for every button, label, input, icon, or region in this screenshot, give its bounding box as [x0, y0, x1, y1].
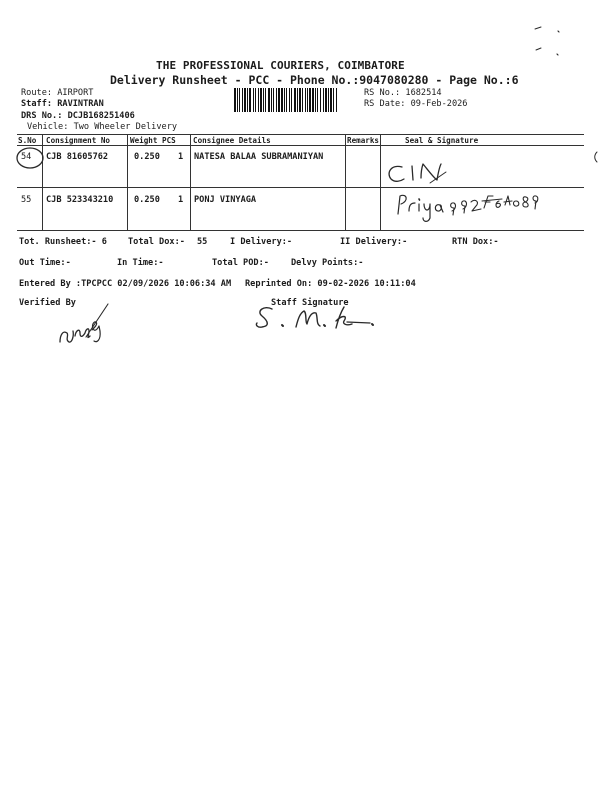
route-info: Route: AIRPORT — [21, 88, 94, 98]
row-weight: 0.250 — [134, 195, 160, 205]
ii-delivery: II Delivery:- — [340, 237, 408, 247]
i-delivery: I Delivery:- — [230, 237, 293, 247]
drs-number: DRS No.: DCJB168251406 — [21, 111, 135, 121]
row-consignment-no: CJB 81605762 — [46, 152, 109, 162]
row-pcs: 1 — [178, 195, 184, 205]
reprinted-on: Reprinted On: 09-02-2026 10:11:04 — [245, 279, 416, 289]
out-time: Out Time:- — [19, 258, 71, 268]
header-weight-pcs: Weight PCS — [130, 136, 176, 145]
rs-date: RS Date: 09-Feb-2026 — [364, 99, 468, 109]
company-title: THE PROFESSIONAL COURIERS, COIMBATORE — [156, 59, 405, 72]
entered-by: Entered By :TPCPCC 02/09/2026 10:06:34 AM — [19, 279, 232, 289]
total-pod: Total POD:- — [212, 258, 269, 268]
vehicle-info: Vehicle: Two Wheeler Delivery — [27, 122, 178, 132]
staff-info: Staff: RAVINTRAN — [21, 99, 104, 109]
row-pcs: 1 — [178, 152, 184, 162]
row-consignee: PONJ VINYAGA — [194, 195, 257, 205]
header-consignee: Consignee Details — [193, 136, 271, 145]
rs-number: RS No.: 1682514 — [364, 88, 442, 98]
row-sno: 54 — [21, 152, 32, 162]
verified-by-label: Verified By — [19, 298, 76, 308]
header-consignment-no: Consignment No — [46, 136, 111, 145]
row-consignment-no: CJB 523343210 — [46, 195, 114, 205]
in-time: In Time:- — [117, 258, 164, 268]
runsheet-subtitle: Delivery Runsheet - PCC - Phone No.:9047080280 - Page No.:6 — [110, 73, 519, 87]
row-weight: 0.250 — [134, 152, 160, 162]
header-remarks: Remarks — [347, 136, 380, 145]
delvy-points: Delvy Points:- — [291, 258, 364, 268]
rtn-dox: RTN Dox:- — [452, 237, 499, 247]
header-seal-signature: Seal & Signature — [405, 136, 479, 145]
total-dox-label: Total Dox:- — [128, 237, 185, 247]
row-consignee: NATESA BALAA SUBRAMANIYAN — [194, 152, 324, 162]
row-sno: 55 — [21, 195, 32, 205]
tot-runsheet: Tot. Runsheet:- 6 — [19, 237, 107, 247]
total-dox-value: 55 — [197, 237, 208, 247]
header-sno: S.No — [18, 136, 37, 145]
staff-signature-label: Staff Signature — [271, 298, 349, 308]
